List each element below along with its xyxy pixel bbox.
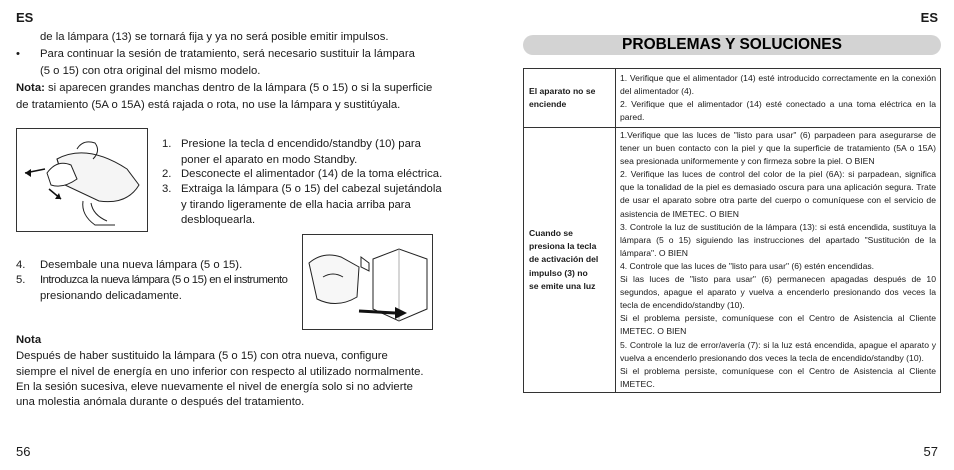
problem-line: impulso (3) no xyxy=(529,267,588,278)
nota-line1: Después de haber sustituido la lámpara (5 o 15) con otra nueva, configure xyxy=(16,350,388,362)
bullet-text-line2: (5 o 15) con otra original del mismo modelo. xyxy=(40,65,261,77)
table-row xyxy=(524,69,941,128)
step-number: 4. xyxy=(16,259,26,271)
step-5-line1: Introduzca la nueva lámpara (5 o 15) en el instrumento xyxy=(40,274,288,286)
solution-paragraph: 1.Verifique que las luces de "listo para usar" (6) parpadeen para asegurarse de tener un buen contacto con la piel y que la superficie de tratamiento (5A o 15A) sea presionada uniformemente y con firmeza sobre la piel. O BIEN xyxy=(620,130,936,167)
bullet-mark: • xyxy=(16,48,20,60)
problem-line: se emite una luz xyxy=(529,280,596,291)
note-text: si aparecen grandes manchas dentro de la lámpara (5 o 15) o si la superficie xyxy=(44,82,433,94)
table-row xyxy=(524,128,941,393)
lamp-insert-drawing xyxy=(303,235,432,329)
nota-line2: siempre el nivel de energía en uno inferior con respecto al utilizado normalmente. xyxy=(16,366,424,378)
problem-line: enciende xyxy=(529,99,567,109)
bullet-text-line1: Para continuar la sesión de tratamiento, será necesario sustituir la lámpara xyxy=(40,48,415,60)
solution-paragraph: 5. Controle la luz de error/avería (7): si la luz está encendida, apague el aparato y vuelva a encenderlo presionando dos veces la tecla de encendido/standby (10). xyxy=(620,339,936,363)
solution-paragraph: 3. Controle la luz de sustitución de la lámpara (13): si está encendida, sustituya la lámpara (5 o 15) siguiendo las instrucciones del apartado "Sustitución de la lámpara". O BIEN xyxy=(620,221,936,258)
step-1-line1: Presione la tecla d encendido/standby (10) para xyxy=(181,138,421,150)
problem-line: El aparato no se xyxy=(529,85,596,96)
note-line1 xyxy=(16,80,432,97)
solution-paragraph: Si las luces de "listo para usar" (6) permanecen apagadas después de 10 segundos, apague el aparato y vuelva a encenderlo presionando dos veces la tecla de encendido/standby (10). xyxy=(620,274,936,311)
step-number: 2. xyxy=(162,168,172,180)
step-number: 1. xyxy=(162,138,172,150)
right-page xyxy=(477,0,954,470)
lamp-extraction-illustration xyxy=(16,128,148,232)
solution-cell xyxy=(616,69,941,128)
nota-line3: En la sesión sucesiva, eleve nuevamente el nivel de energía solo si no advierte xyxy=(16,381,413,393)
solution-paragraph: 2. Verifique las luces de control del color de la piel (6A): si parpadean, significa que la tonalidad de la piel es demasiado oscura para una aplicación segura. Trate de usar el aparato sobre otra parte del cuerpo o comuníquese con el servicio de asistencia de IMETEC. O BIEN xyxy=(620,169,936,219)
problem-cell xyxy=(524,128,616,393)
note-line2: de tratamiento (5A o 15A) está rajada o rota, no use la lámpara y sustitúyala. xyxy=(16,99,401,111)
problem-line: Cuando se xyxy=(529,227,573,238)
step-2-line1: Desconecte el alimentador (14) de la toma eléctrica. xyxy=(181,168,443,180)
problem-cell xyxy=(524,69,616,128)
step-number: 3. xyxy=(162,183,172,195)
note-label: Nota: xyxy=(16,82,45,94)
continuation-line: de la lámpara (13) se tornará fija y ya no será posible emitir impulsos. xyxy=(40,31,389,43)
language-label: ES xyxy=(920,10,938,25)
problem-line: de activación del xyxy=(529,254,599,265)
nota-line4: una molestia anómala durante o después del tratamiento. xyxy=(16,396,305,408)
nota-heading: Nota xyxy=(16,334,42,346)
problem-line: presiona la tecla xyxy=(529,241,597,252)
solution-paragraph: 2. Verifique que el alimentador (14) esté conectado a una toma eléctrica en la pared. xyxy=(620,99,936,123)
solution-paragraph: Si el problema persiste, comuníquese con el Centro de Asistencia al Cliente IMETEC. O BIEN xyxy=(620,313,936,337)
hand-device-drawing xyxy=(17,129,147,231)
step-3-line1: Extraiga la lámpara (5 o 15) del cabezal sujetándola xyxy=(181,183,442,195)
solution-cell xyxy=(616,128,941,393)
solution-paragraph: Si el problema persiste, comuníquese con el Centro de Asistencia al Cliente IMETEC. xyxy=(620,365,936,389)
step-number: 5. xyxy=(16,274,26,286)
step-3-line2: y tirando ligeramente de ella hacia arriba para xyxy=(181,199,411,211)
step-4-line1: Desembale una nueva lámpara (5 o 15). xyxy=(40,259,243,271)
section-title-banner: PROBLEMAS Y SOLUCIONES xyxy=(523,35,941,55)
step-1-line2: poner el aparato en modo Standby. xyxy=(181,154,358,166)
step-3-line3: desbloquearla. xyxy=(181,214,256,226)
step-5-line2: presionando delicadamente. xyxy=(40,290,182,302)
solution-paragraph: 1. Verifique que el alimentador (14) esté introducido correctamente en la conexión del alimentador (4). xyxy=(620,72,936,96)
troubleshooting-table xyxy=(523,68,941,393)
lamp-insertion-illustration xyxy=(302,234,433,330)
language-label: ES xyxy=(16,10,34,25)
solution-paragraph: 4. Controle que las luces de "listo para usar" (6) estén encendidas. xyxy=(620,260,875,271)
page-number: 56 xyxy=(16,444,31,459)
page-number: 57 xyxy=(923,444,938,459)
